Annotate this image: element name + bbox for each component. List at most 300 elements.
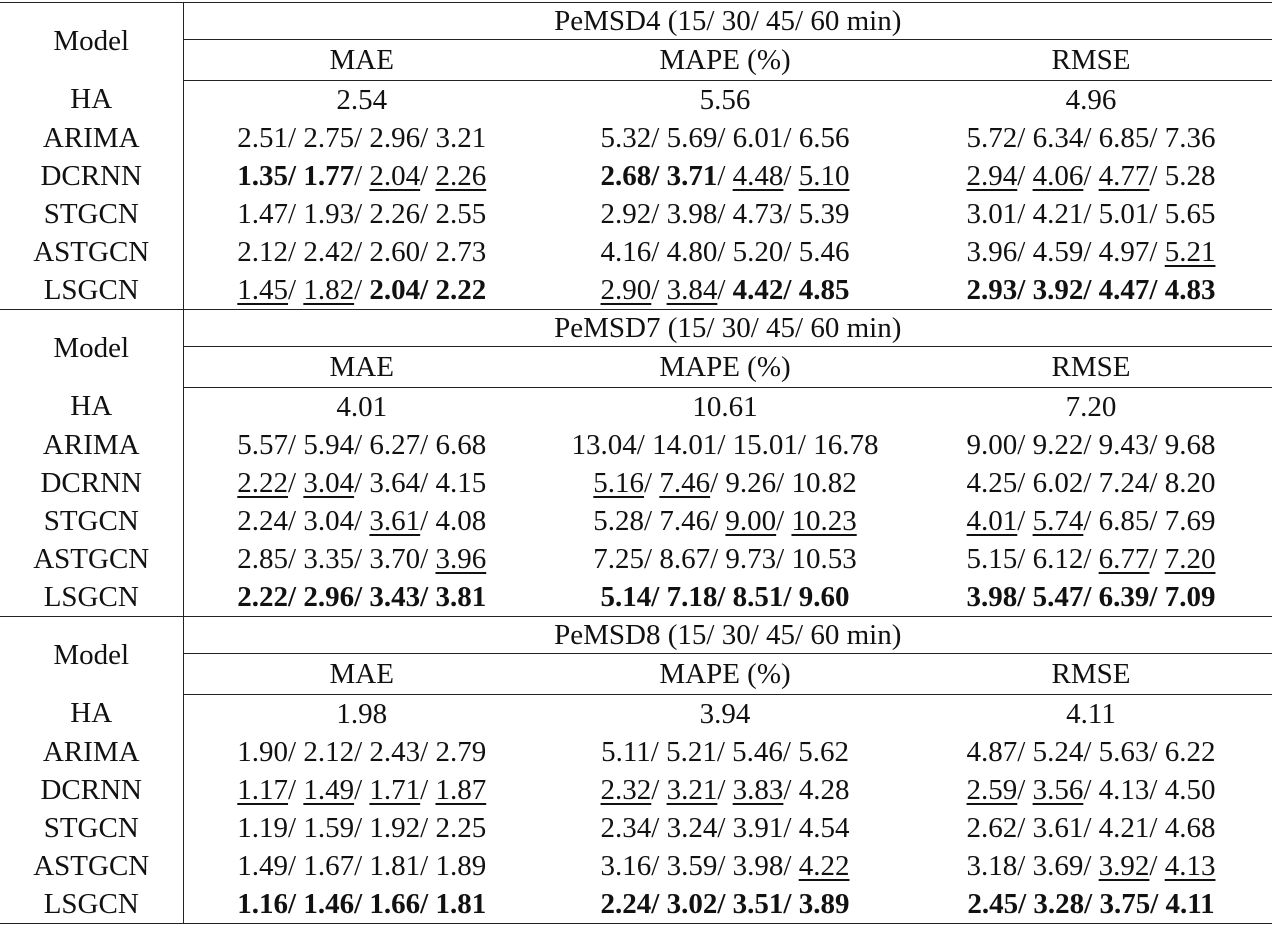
separator: / — [797, 428, 814, 461]
metric-value: 2.24 — [237, 504, 289, 537]
metric-cell — [540, 119, 910, 157]
separator: / — [1083, 811, 1099, 844]
separator: / — [783, 235, 799, 268]
separator: / — [354, 811, 370, 844]
metric-value: 3.61 — [1032, 811, 1084, 844]
metric-value: 3.24 — [666, 811, 718, 844]
separator: / — [783, 773, 799, 806]
table-row — [0, 771, 1272, 809]
metric-value: 4.97 — [1098, 235, 1150, 268]
metric-cell — [910, 885, 1272, 924]
metric-value: 5.21 — [1164, 235, 1216, 268]
separator: / — [717, 121, 733, 154]
metric-cell — [540, 809, 910, 847]
metric-cell — [183, 733, 540, 771]
separator: / — [420, 197, 436, 230]
metric-value: 2.90 — [600, 273, 652, 306]
separator: / — [1149, 735, 1165, 768]
separator: / — [716, 735, 733, 768]
metric-cell — [910, 388, 1272, 427]
metric-value: 2.94 — [966, 159, 1018, 192]
metric-cell — [183, 195, 540, 233]
separator: / — [288, 735, 304, 768]
metric-cell — [910, 733, 1272, 771]
metric-value: 2.32 — [600, 773, 652, 806]
separator: / — [651, 197, 667, 230]
metric-value: 3.61 — [369, 504, 421, 537]
metric-cell — [540, 502, 910, 540]
metric-value: 5.14 — [600, 580, 652, 613]
metric-value: 1.67 — [303, 849, 355, 882]
metric-cell — [183, 119, 540, 157]
separator: / — [783, 849, 799, 882]
model-name: STGCN — [0, 195, 183, 233]
metric-value: 3.51 — [732, 887, 784, 920]
separator: / — [1149, 273, 1165, 306]
metric-value: 13.04 — [571, 428, 637, 461]
separator: / — [710, 466, 726, 499]
metric-value: 3.92 — [1098, 849, 1150, 882]
separator: / — [1017, 735, 1033, 768]
separator: / — [651, 887, 667, 920]
metric-value: 3.84 — [666, 273, 718, 306]
separator: / — [776, 466, 792, 499]
metric-cell — [910, 81, 1272, 120]
metric-value: 16.78 — [813, 428, 879, 461]
metric-value: 1.66 — [369, 887, 421, 920]
model-name: HA — [0, 388, 183, 427]
model-name: LSGCN — [0, 271, 183, 309]
metric-value: 4.16 — [600, 235, 652, 268]
metric-value: 1.59 — [303, 811, 355, 844]
metric-value: 3.91 — [732, 811, 784, 844]
metric-value: 1.82 — [303, 273, 355, 306]
metric-cell — [910, 195, 1272, 233]
metric-value: 1.49 — [237, 849, 289, 882]
metric-value: 7.25 — [593, 542, 645, 575]
separator: / — [288, 197, 304, 230]
metric-value: 5.32 — [600, 121, 652, 154]
metric-value: 1.46 — [303, 887, 355, 920]
metric-value: 14.01 — [652, 428, 718, 461]
separator: / — [1017, 121, 1033, 154]
metric-value: 5.20 — [732, 235, 784, 268]
separator: / — [288, 504, 304, 537]
metric-value: 4.42 — [732, 273, 784, 306]
metric-cell — [910, 847, 1272, 885]
separator: / — [717, 580, 733, 613]
metric-value: 2.34 — [600, 811, 652, 844]
metric-cell — [183, 502, 540, 540]
metric-cell — [183, 271, 540, 309]
metric-value: 5.46 — [798, 235, 850, 268]
model-name: ARIMA — [0, 733, 183, 771]
separator: / — [1149, 773, 1165, 806]
metric-value: 4.11 — [1066, 697, 1116, 730]
metric-value: 4.01 — [966, 504, 1018, 537]
metric-value: 4.47 — [1098, 273, 1150, 306]
metric-value: 6.39 — [1098, 580, 1150, 613]
metric-value: 3.04 — [303, 466, 355, 499]
metric-cell — [910, 502, 1272, 540]
model-name: LSGCN — [0, 885, 183, 924]
metric-value: 5.24 — [1032, 735, 1084, 768]
metric-value: 5.39 — [798, 197, 850, 230]
metric-value: 4.01 — [336, 390, 388, 423]
metric-cell — [540, 388, 910, 427]
separator: / — [710, 542, 726, 575]
separator: / — [651, 773, 667, 806]
metric-value: 2.92 — [600, 197, 652, 230]
metric-value: 7.24 — [1098, 466, 1150, 499]
metric-value: 6.34 — [1032, 121, 1084, 154]
separator: / — [420, 811, 436, 844]
metric-cell — [183, 157, 540, 195]
metric-value: 3.98 — [966, 580, 1018, 613]
metric-value: 5.65 — [1164, 197, 1216, 230]
metric-value: 5.28 — [593, 504, 645, 537]
separator: / — [420, 504, 436, 537]
metric-value: 6.22 — [1164, 735, 1216, 768]
metric-value: 1.93 — [303, 197, 355, 230]
separator: / — [644, 504, 660, 537]
metric-value: 4.21 — [1032, 197, 1084, 230]
metric-value: 2.51 — [237, 121, 289, 154]
metric-value: 4.54 — [798, 811, 850, 844]
metric-cell — [910, 157, 1272, 195]
metric-value: 3.43 — [369, 580, 421, 613]
metric-value: 8.51 — [732, 580, 784, 613]
metric-value: 3.04 — [303, 504, 355, 537]
separator: / — [1017, 773, 1033, 806]
separator: / — [288, 580, 304, 613]
metric-value: 4.21 — [1098, 811, 1150, 844]
metric-value: 9.26 — [725, 466, 777, 499]
metric-value: 2.12 — [303, 735, 355, 768]
metric-cell — [183, 81, 540, 120]
metric-value: 3.28 — [1033, 887, 1085, 920]
separator: / — [354, 887, 370, 920]
separator: / — [717, 773, 733, 806]
separator: / — [288, 773, 304, 806]
metric-value: 1.98 — [336, 697, 388, 730]
separator: / — [650, 735, 667, 768]
metric-value: 3.92 — [1032, 273, 1084, 306]
table-row — [0, 119, 1272, 157]
table-row — [0, 695, 1272, 734]
metric-value: 3.94 — [699, 697, 751, 730]
separator: / — [1084, 887, 1100, 920]
metric-value: 5.21 — [666, 735, 717, 768]
metric-value: 5.11 — [601, 735, 651, 768]
separator: / — [420, 466, 436, 499]
table-row — [0, 578, 1272, 616]
model-name: HA — [0, 695, 183, 734]
metric-cell — [183, 771, 540, 809]
metric-value: 2.62 — [966, 811, 1018, 844]
model-name: HA — [0, 81, 183, 120]
metric-value: 4.06 — [1032, 159, 1084, 192]
model-name: ASTGCN — [0, 847, 183, 885]
metric-value: 4.25 — [966, 466, 1018, 499]
separator: / — [1083, 197, 1099, 230]
metric-value: 10.53 — [791, 542, 857, 575]
separator: / — [717, 849, 733, 882]
table-row — [0, 195, 1272, 233]
metric-value: 10.23 — [791, 504, 857, 537]
table-block — [0, 309, 1272, 616]
dataset-header: PeMSD7 (15/ 30/ 45/ 60 min) — [183, 310, 1272, 347]
metric-cell — [183, 426, 540, 464]
separator: / — [1083, 428, 1099, 461]
metric-value: 5.69 — [666, 121, 718, 154]
separator: / — [717, 811, 733, 844]
header-row — [0, 310, 1272, 347]
metric-cell — [910, 695, 1272, 734]
metric-cell — [540, 695, 910, 734]
metric-value: 4.50 — [1164, 773, 1216, 806]
metric-value: 6.27 — [369, 428, 421, 461]
metric-cell — [540, 464, 910, 502]
separator: / — [420, 580, 436, 613]
separator: / — [1149, 504, 1165, 537]
separator: / — [354, 428, 370, 461]
metric-value: 6.85 — [1098, 121, 1150, 154]
metric-cell — [540, 771, 910, 809]
metric-value: 5.72 — [966, 121, 1018, 154]
metric-value: 2.24 — [600, 887, 652, 920]
metric-header: MAE — [183, 654, 540, 695]
metric-value: 2.60 — [369, 235, 421, 268]
metric-value: 9.00 — [966, 428, 1018, 461]
separator: / — [1083, 735, 1099, 768]
metric-value: 8.20 — [1164, 466, 1216, 499]
metric-cell — [910, 809, 1272, 847]
metric-value: 4.73 — [732, 197, 784, 230]
separator: / — [420, 542, 436, 575]
metric-value: 2.26 — [435, 159, 487, 192]
separator: / — [420, 735, 436, 768]
metric-value: 5.15 — [966, 542, 1018, 575]
metric-value: 3.96 — [435, 542, 487, 575]
model-name: ASTGCN — [0, 540, 183, 578]
metric-value: 6.12 — [1032, 542, 1084, 575]
metric-cell — [540, 81, 910, 120]
metric-cell — [183, 540, 540, 578]
separator: / — [1149, 811, 1165, 844]
metric-value: 3.56 — [1032, 773, 1084, 806]
metric-row — [0, 654, 1272, 695]
metric-value: 7.18 — [666, 580, 718, 613]
metric-value: 7.69 — [1164, 504, 1216, 537]
metric-cell — [910, 771, 1272, 809]
metric-value: 3.96 — [966, 235, 1018, 268]
separator: / — [1149, 542, 1165, 575]
metric-value: 7.20 — [1164, 542, 1216, 575]
separator: / — [783, 121, 799, 154]
table-block — [0, 616, 1272, 924]
separator: / — [288, 428, 304, 461]
separator: / — [776, 504, 792, 537]
metric-value: 2.75 — [303, 121, 355, 154]
metric-value: 9.68 — [1164, 428, 1216, 461]
separator: / — [1149, 197, 1165, 230]
metric-header: MAPE (%) — [540, 654, 910, 695]
model-name: ARIMA — [0, 426, 183, 464]
model-name: DCRNN — [0, 771, 183, 809]
separator: / — [420, 159, 436, 192]
metric-header: MAE — [183, 40, 540, 81]
metric-cell — [540, 885, 910, 924]
model-header: Model — [0, 310, 183, 388]
table-row — [0, 733, 1272, 771]
separator: / — [354, 735, 370, 768]
dataset-header: PeMSD4 (15/ 30/ 45/ 60 min) — [183, 3, 1272, 40]
table-row — [0, 809, 1272, 847]
separator: / — [710, 504, 726, 537]
metric-value: 2.43 — [369, 735, 421, 768]
model-header: Model — [0, 617, 183, 695]
model-name: DCRNN — [0, 157, 183, 195]
separator: / — [717, 197, 733, 230]
separator: / — [354, 580, 370, 613]
separator: / — [1083, 121, 1099, 154]
separator: / — [1150, 887, 1166, 920]
metric-header: RMSE — [910, 654, 1272, 695]
metric-value: 4.80 — [666, 235, 718, 268]
metric-value: 4.08 — [435, 504, 487, 537]
metric-header: RMSE — [910, 347, 1272, 388]
separator: / — [354, 849, 370, 882]
model-name: ASTGCN — [0, 233, 183, 271]
separator: / — [1083, 580, 1099, 613]
separator: / — [1149, 580, 1165, 613]
metric-value: 4.68 — [1164, 811, 1216, 844]
model-name: DCRNN — [0, 464, 183, 502]
metric-value: 4.15 — [435, 466, 487, 499]
separator: / — [1018, 887, 1034, 920]
separator: / — [717, 428, 733, 461]
separator: / — [1017, 197, 1033, 230]
separator: / — [288, 849, 304, 882]
separator: / — [1149, 849, 1165, 882]
model-name: STGCN — [0, 809, 183, 847]
metric-value: 9.73 — [725, 542, 777, 575]
metric-cell — [540, 540, 910, 578]
model-name: LSGCN — [0, 578, 183, 616]
metric-value: 5.62 — [798, 735, 849, 768]
metric-value: 3.81 — [435, 580, 487, 613]
separator: / — [288, 811, 304, 844]
metric-value: 6.68 — [435, 428, 487, 461]
separator: / — [783, 580, 799, 613]
table-row — [0, 540, 1272, 578]
metric-value: 4.87 — [966, 735, 1018, 768]
separator: / — [783, 811, 799, 844]
metric-value: 6.02 — [1032, 466, 1084, 499]
header-row — [0, 3, 1272, 40]
metric-value: 6.01 — [732, 121, 784, 154]
separator: / — [644, 542, 660, 575]
metric-cell — [540, 733, 910, 771]
metric-value: 5.47 — [1032, 580, 1084, 613]
metric-cell — [183, 695, 540, 734]
separator: / — [1017, 235, 1033, 268]
separator: / — [651, 580, 667, 613]
metric-cell — [910, 464, 1272, 502]
separator: / — [783, 197, 799, 230]
table-row — [0, 388, 1272, 427]
metric-cell — [540, 578, 910, 616]
metric-value: 2.96 — [369, 121, 421, 154]
metric-value: 2.04 — [369, 273, 421, 306]
metric-cell — [540, 271, 910, 309]
separator: / — [420, 235, 436, 268]
metric-value: 2.42 — [303, 235, 355, 268]
metric-value: 4.85 — [798, 273, 850, 306]
separator: / — [1017, 580, 1033, 613]
metric-cell — [910, 578, 1272, 616]
separator: / — [1017, 159, 1033, 192]
metric-value: 1.35 — [237, 159, 289, 192]
separator: / — [1017, 466, 1033, 499]
separator: / — [420, 773, 436, 806]
separator: / — [651, 273, 667, 306]
metric-value: 5.63 — [1098, 735, 1150, 768]
separator: / — [1017, 811, 1033, 844]
metric-value: 9.43 — [1098, 428, 1150, 461]
metric-cell — [540, 847, 910, 885]
metric-value: 1.81 — [435, 887, 487, 920]
metric-value: 5.46 — [732, 735, 783, 768]
separator: / — [782, 735, 799, 768]
metric-value: 5.74 — [1032, 504, 1084, 537]
separator: / — [1149, 121, 1165, 154]
separator: / — [717, 159, 733, 192]
separator: / — [420, 849, 436, 882]
separator: / — [1083, 773, 1099, 806]
metric-header: RMSE — [910, 40, 1272, 81]
separator: / — [776, 542, 792, 575]
metric-value: 2.22 — [237, 580, 289, 613]
separator: / — [1083, 542, 1099, 575]
metric-value: 5.10 — [798, 159, 850, 192]
separator: / — [354, 121, 370, 154]
metric-value: 4.28 — [798, 773, 850, 806]
separator: / — [651, 235, 667, 268]
metric-cell — [540, 426, 910, 464]
separator: / — [1149, 235, 1165, 268]
separator: / — [354, 504, 370, 537]
metric-value: 5.01 — [1098, 197, 1150, 230]
separator: / — [288, 887, 304, 920]
metric-value: 1.81 — [369, 849, 421, 882]
metric-value: 4.13 — [1098, 773, 1150, 806]
dataset-header: PeMSD8 (15/ 30/ 45/ 60 min) — [183, 617, 1272, 654]
metric-header: MAE — [183, 347, 540, 388]
separator: / — [1083, 849, 1099, 882]
metric-value: 2.25 — [435, 811, 487, 844]
metric-value: 1.45 — [237, 273, 289, 306]
metric-value: 5.57 — [237, 428, 289, 461]
model-name: STGCN — [0, 502, 183, 540]
metric-cell — [183, 809, 540, 847]
separator: / — [288, 121, 304, 154]
separator: / — [783, 159, 799, 192]
separator: / — [1149, 466, 1165, 499]
metric-value: 5.56 — [699, 83, 751, 116]
separator: / — [1083, 235, 1099, 268]
